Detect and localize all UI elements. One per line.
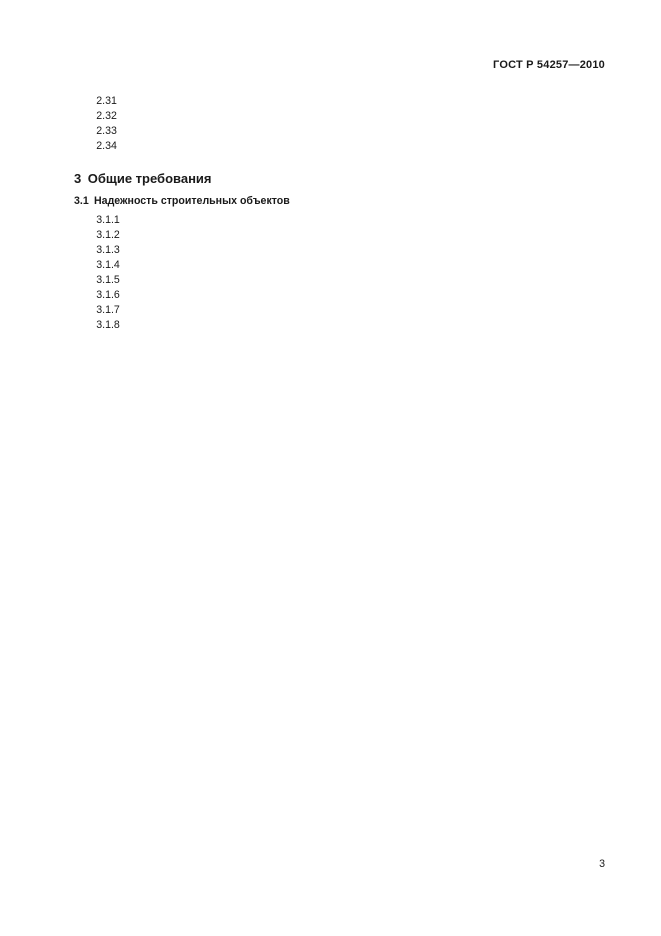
clause-3-1-3 bbox=[74, 243, 605, 258]
clause-number: 3.1.3 bbox=[96, 244, 120, 256]
spacer bbox=[74, 154, 605, 170]
clause-number: 3.1.5 bbox=[96, 274, 120, 286]
page-content bbox=[74, 94, 605, 333]
definition-number: 2.34 bbox=[96, 140, 117, 152]
subsection-number: 3.1 bbox=[74, 195, 89, 207]
clause-number: 3.1.6 bbox=[96, 289, 120, 301]
clause-3-1-8 bbox=[74, 318, 605, 333]
clause-3-1-4 bbox=[74, 258, 605, 273]
section-title: Общие требования bbox=[87, 171, 212, 186]
clause-number: 3.1.1 bbox=[96, 214, 120, 226]
definition-number: 2.33 bbox=[96, 125, 117, 137]
clause-3-1-2 bbox=[74, 228, 605, 243]
clause-3-1-6 bbox=[74, 288, 605, 303]
clause-3-1-7 bbox=[74, 303, 605, 318]
definition-number: 2.31 bbox=[96, 95, 117, 107]
standard-code: ГОСТ Р 54257—2010 bbox=[493, 59, 605, 71]
section-number: 3 bbox=[74, 171, 82, 186]
definition-2-34 bbox=[74, 139, 605, 154]
definition-2-32 bbox=[74, 109, 605, 124]
clause-3-1-1 bbox=[74, 213, 605, 228]
clause-number: 3.1.4 bbox=[96, 259, 120, 271]
clause-3-1-5 bbox=[74, 273, 605, 288]
subsection-heading bbox=[74, 194, 605, 209]
definitions-list bbox=[74, 94, 605, 154]
definition-2-33 bbox=[74, 124, 605, 139]
clauses-list bbox=[74, 213, 605, 333]
clause-number: 3.1.7 bbox=[96, 304, 120, 316]
definition-number: 2.32 bbox=[96, 110, 117, 122]
clause-number: 3.1.2 bbox=[96, 229, 120, 241]
page-number: 3 bbox=[599, 858, 605, 870]
clause-number: 3.1.8 bbox=[96, 319, 120, 331]
subsection-title: Надежность строительных объектов bbox=[94, 195, 290, 207]
section-heading bbox=[74, 170, 605, 188]
definition-2-31 bbox=[74, 94, 605, 109]
